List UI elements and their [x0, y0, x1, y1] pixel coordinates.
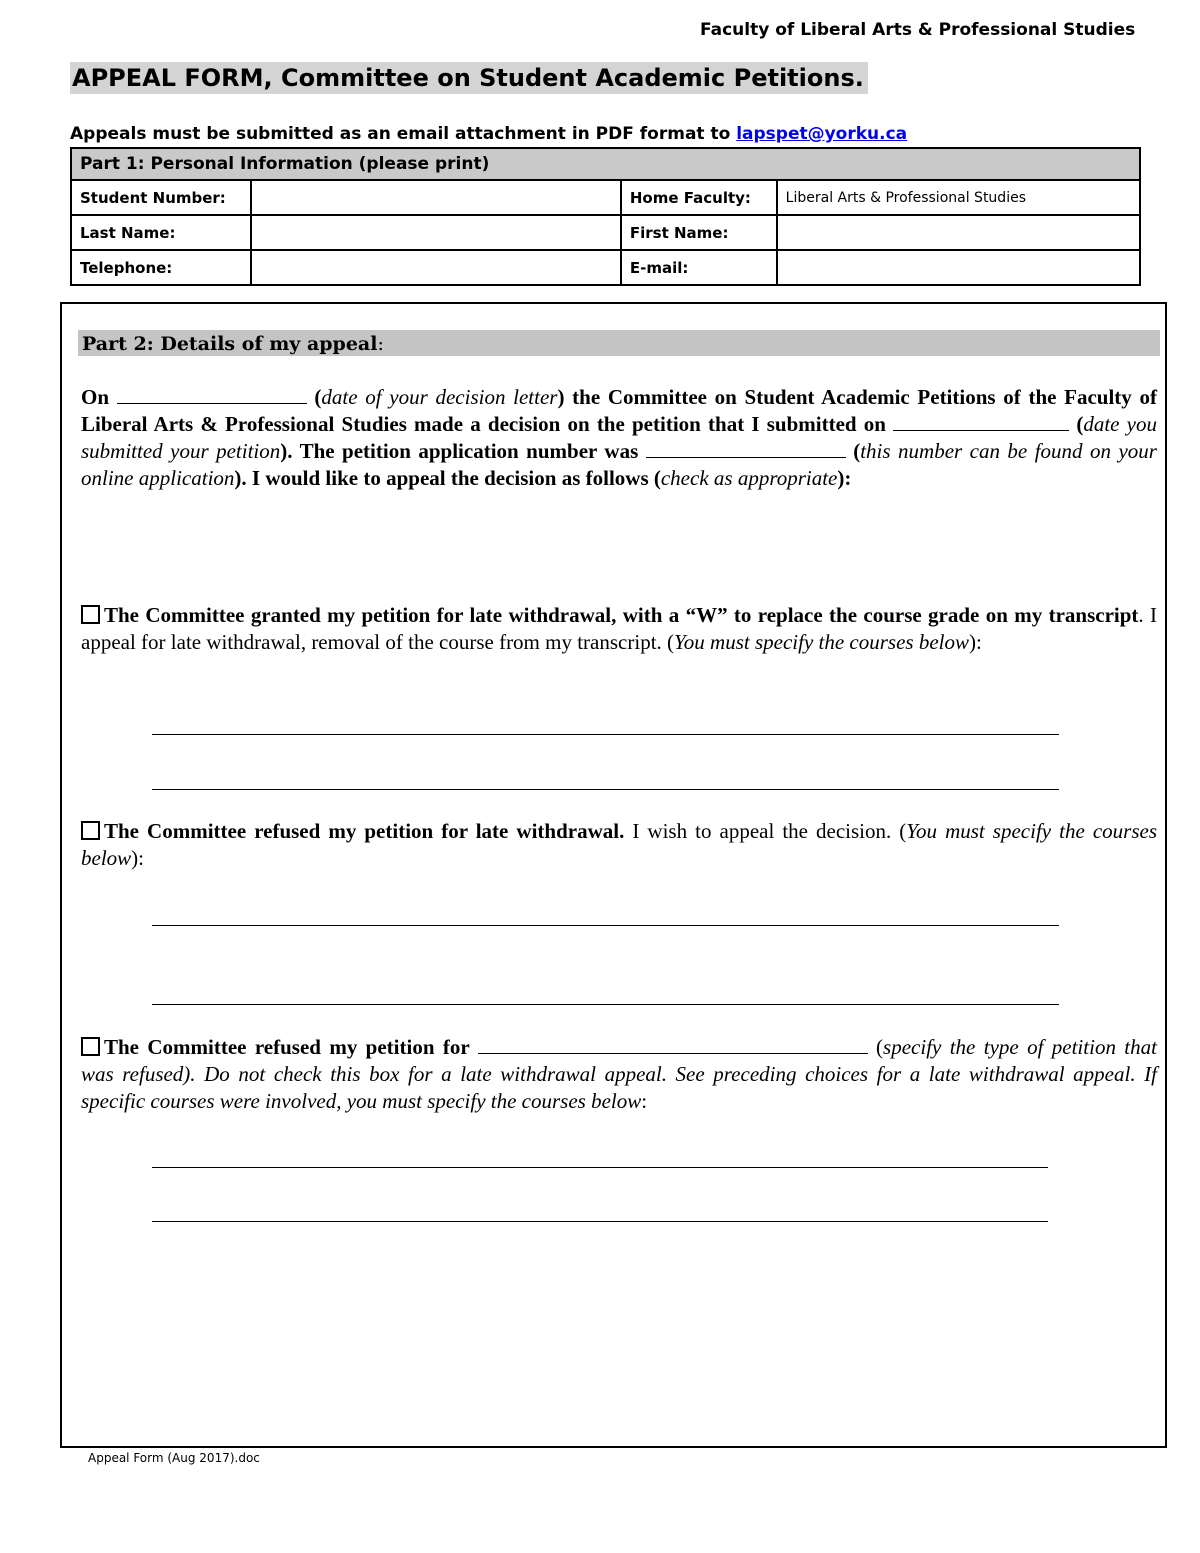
intro-text: On: [81, 385, 117, 409]
intro-text: (: [1069, 412, 1084, 436]
option2-italic: You must specify the courses below: [81, 819, 1157, 870]
submission-instructions: [70, 124, 907, 144]
intro-text: ). I would like to appeal the decision as follows (: [234, 466, 661, 490]
option3-paragraph: [81, 1034, 1157, 1115]
submission-date-blank[interactable]: [893, 411, 1069, 431]
option2-text: I wish to appeal the decision. (: [624, 819, 907, 843]
option1-paragraph: [81, 602, 1157, 656]
appeal-intro-paragraph: [81, 384, 1157, 492]
home-faculty-field[interactable]: Liberal Arts & Professional Studies: [777, 180, 1140, 215]
intro-italic: date you submitted your petition: [81, 412, 1157, 463]
option1-text: . I appeal for late withdrawal, removal of the course from my transcript. (: [81, 603, 1157, 654]
form-title: APPEAL FORM, Committee on Student Academic Petitions.: [70, 62, 868, 94]
intro-text: ). The petition application number was: [280, 439, 646, 463]
footer-doc-name: Appeal Form (Aug 2017).doc: [88, 1451, 260, 1465]
submission-text: Appeals must be submitted as an email attachment in PDF format to: [70, 124, 737, 144]
option3-bold: The Committee refused my petition for: [104, 1035, 478, 1059]
part2-heading: [78, 330, 1160, 356]
option3-italic: specify the type of petition that was refused). Do not check this box for a late withdrawal appeal. See preceding choices for a late withdrawal appeal. If specific courses were involved, you must specify the courses below: [81, 1035, 1157, 1113]
option2-course-line-1[interactable]: [152, 925, 1059, 926]
option2-paragraph: [81, 818, 1157, 872]
petition-type-blank[interactable]: [478, 1034, 868, 1054]
intro-text: ):: [837, 466, 852, 490]
option1-italic: You must specify the courses below: [674, 630, 969, 654]
option3-end: :: [641, 1089, 648, 1113]
option2-end: ):: [131, 846, 144, 870]
option3-course-line-1[interactable]: [152, 1167, 1048, 1168]
option3-course-line-2[interactable]: [152, 1221, 1048, 1222]
option1-bold: The Committee granted my petition for late withdrawal, with a “W” to replace the course grade on my transcript: [104, 603, 1139, 627]
faculty-header: Faculty of Liberal Arts & Professional Studies: [700, 20, 1136, 40]
option2-bold: The Committee refused my petition for late withdrawal.: [104, 819, 625, 843]
application-number-blank[interactable]: [646, 438, 846, 458]
email-label: E-mail:: [621, 250, 777, 285]
intro-text: (: [845, 439, 861, 463]
first-name-field[interactable]: [777, 215, 1140, 250]
option3-checkbox[interactable]: [81, 1037, 100, 1056]
option3-text: (: [867, 1035, 884, 1059]
telephone-field[interactable]: [251, 250, 621, 285]
option1-end: ):: [969, 630, 982, 654]
intro-text: (: [306, 385, 322, 409]
first-name-label: First Name:: [621, 215, 777, 250]
option1-course-line-1[interactable]: [152, 734, 1059, 735]
home-faculty-label: Home Faculty:: [621, 180, 777, 215]
personal-info-table: [70, 147, 1141, 286]
option2-checkbox[interactable]: [81, 821, 100, 840]
option2-course-line-2[interactable]: [152, 1004, 1059, 1005]
intro-italic: check as appropriate: [660, 466, 838, 490]
part2-heading-colon: :: [377, 333, 384, 355]
option1-checkbox[interactable]: [81, 605, 100, 624]
option1-course-line-2[interactable]: [152, 789, 1059, 790]
intro-text: ) the Committee on Student Academic Petitions of the Faculty of Liberal Arts & Professional Studies made a decision on the petition that I submitted on: [81, 385, 1157, 436]
submission-email-link[interactable]: lapspet@yorku.ca: [736, 124, 908, 144]
email-field[interactable]: [777, 250, 1140, 285]
student-number-field[interactable]: [251, 180, 621, 215]
decision-date-blank[interactable]: [117, 384, 307, 404]
last-name-field[interactable]: [251, 215, 621, 250]
last-name-label: Last Name:: [71, 215, 251, 250]
intro-italic: date of your decision letter: [321, 385, 558, 409]
part1-heading: Part 1: Personal Information (please print): [71, 148, 1140, 180]
part2-heading-text: Part 2: Details of my appeal: [82, 333, 378, 355]
telephone-label: Telephone:: [71, 250, 251, 285]
intro-italic: this number can be found on your online application: [81, 439, 1157, 490]
student-number-label: Student Number:: [71, 180, 251, 215]
